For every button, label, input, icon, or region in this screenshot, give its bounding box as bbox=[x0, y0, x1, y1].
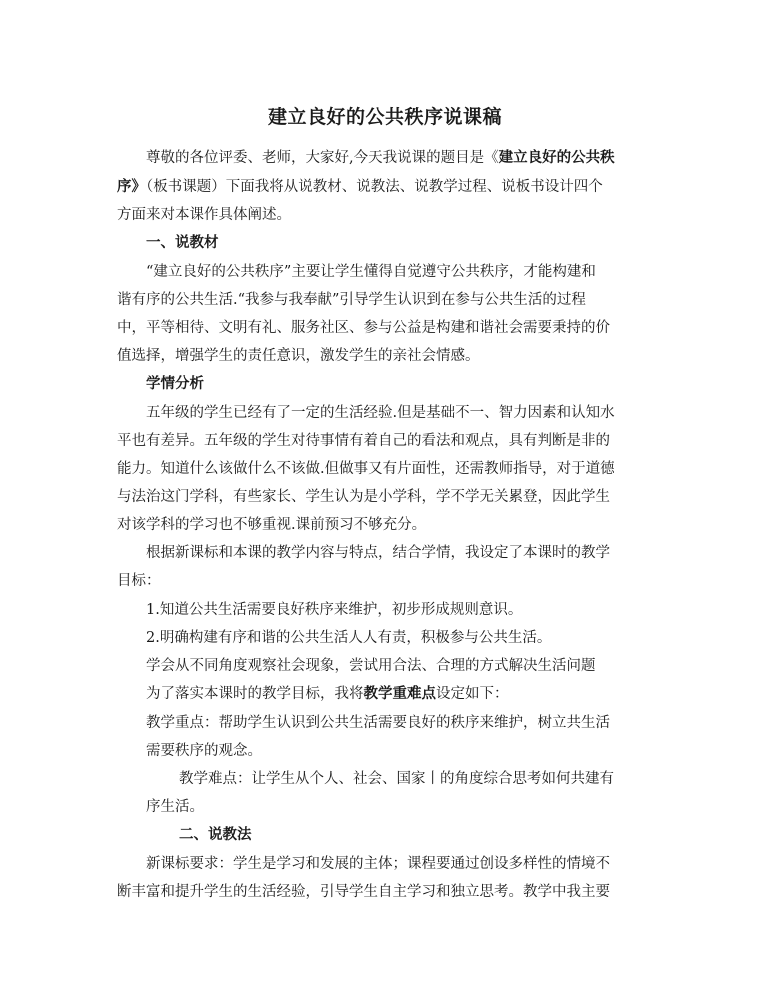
analysis-line: 与法治这门学科，有些家长、学生认为是小学科，学不学无关累登，因此学生 bbox=[117, 489, 610, 505]
analysis-line: 平也有差异。五年级的学生对待事情有着自己的看法和观点，具有判断是非的 bbox=[117, 433, 610, 449]
goal-item-3: 学会从不同角度观察社会现象，尝试用合法、合理的方式解决生活问题 bbox=[146, 658, 596, 674]
lesson-title-bold: 序》 bbox=[117, 178, 146, 195]
key-points-intro bbox=[146, 684, 509, 704]
key-intro-bold: 教学重难点 bbox=[363, 685, 436, 702]
material-line: 谐有序的公共生活.“我参与我奉献”引导学生认识到在参与公共生活的过程 bbox=[117, 292, 586, 308]
intro-text: 方面来对本课作具体阐述。 bbox=[117, 207, 291, 223]
intro-line-3 bbox=[117, 205, 291, 225]
key-intro-text: 为了落实本课时的教学目标，我将 bbox=[146, 686, 364, 702]
analysis-line: 对该学科的学习也不够重视.课前预习不够充分。 bbox=[117, 517, 427, 533]
intro-text: 尊敬的各位评委、老师，大家好,今天我说课的题目是《 bbox=[146, 150, 499, 166]
goal-item-2: 2.明确构建有序和谐的公共生活人人有责，积极参与公共生活。 bbox=[146, 630, 552, 646]
key-intro-text: 设定如下： bbox=[436, 686, 509, 702]
intro-line-1 bbox=[146, 148, 615, 168]
material-line: 值选择，增强学生的责任意识，激发学生的亲社会情感。 bbox=[117, 348, 480, 364]
goals-intro-line: 根据新课标和本课的教学内容与特点，结合学情，我设定了本课时的教学 bbox=[146, 545, 610, 561]
analysis-line: 五年级的学生已经有了一定的生活经验.但是基础不一、智力因素和认知水 bbox=[146, 405, 615, 421]
lesson-title-bold: 建立良好的公共秩 bbox=[498, 149, 615, 166]
intro-text: （板书课题）下面我将从说教材、说教法、说教学过程、说板书设计四个 bbox=[146, 179, 603, 195]
key-point-line: 需要秩序的观念。 bbox=[146, 743, 262, 759]
section-heading-material: 一、说教材 bbox=[146, 234, 219, 251]
section-heading-method: 二、说教法 bbox=[179, 826, 252, 843]
method-line: 断丰富和提升学生的生活经验，引导学生自主学习和独立思考。教学中我主要 bbox=[117, 884, 610, 900]
goals-intro-line: 目标： bbox=[117, 573, 161, 589]
section-heading-analysis: 学情分析 bbox=[146, 375, 204, 392]
intro-line-2 bbox=[117, 177, 603, 197]
goal-item-1: 1.知道公共生活需要良好秩序来维护，初步形成规则意识。 bbox=[146, 602, 523, 618]
difficulty-line: 序生活。 bbox=[146, 799, 204, 815]
page-title: 建立良好的公共秩序说课稿 bbox=[267, 106, 502, 128]
difficulty-line: 教学难点：让学生从个人、社会、国家丨的角度综合思考如何共建有 bbox=[179, 771, 614, 787]
material-line: “建立良好的公共秩序”主要让学生懂得自觉遵守公共秩序，才能构建和 bbox=[146, 264, 596, 280]
analysis-line: 能力。知道什么该做什么不该做.但做事又有片面性，还需教师指导，对于道德 bbox=[117, 461, 615, 477]
key-point-line: 教学重点：帮助学生认识到公共生活需要良好的秩序来维护，树立共生活 bbox=[146, 715, 610, 731]
method-line: 新课标要求：学生是学习和发展的主体；课程要通过创设多样性的情境不 bbox=[146, 856, 610, 872]
material-line: 中，平等相待、文明有礼、服务社区、参与公益是构建和谐社会需要秉持的价 bbox=[117, 320, 610, 336]
